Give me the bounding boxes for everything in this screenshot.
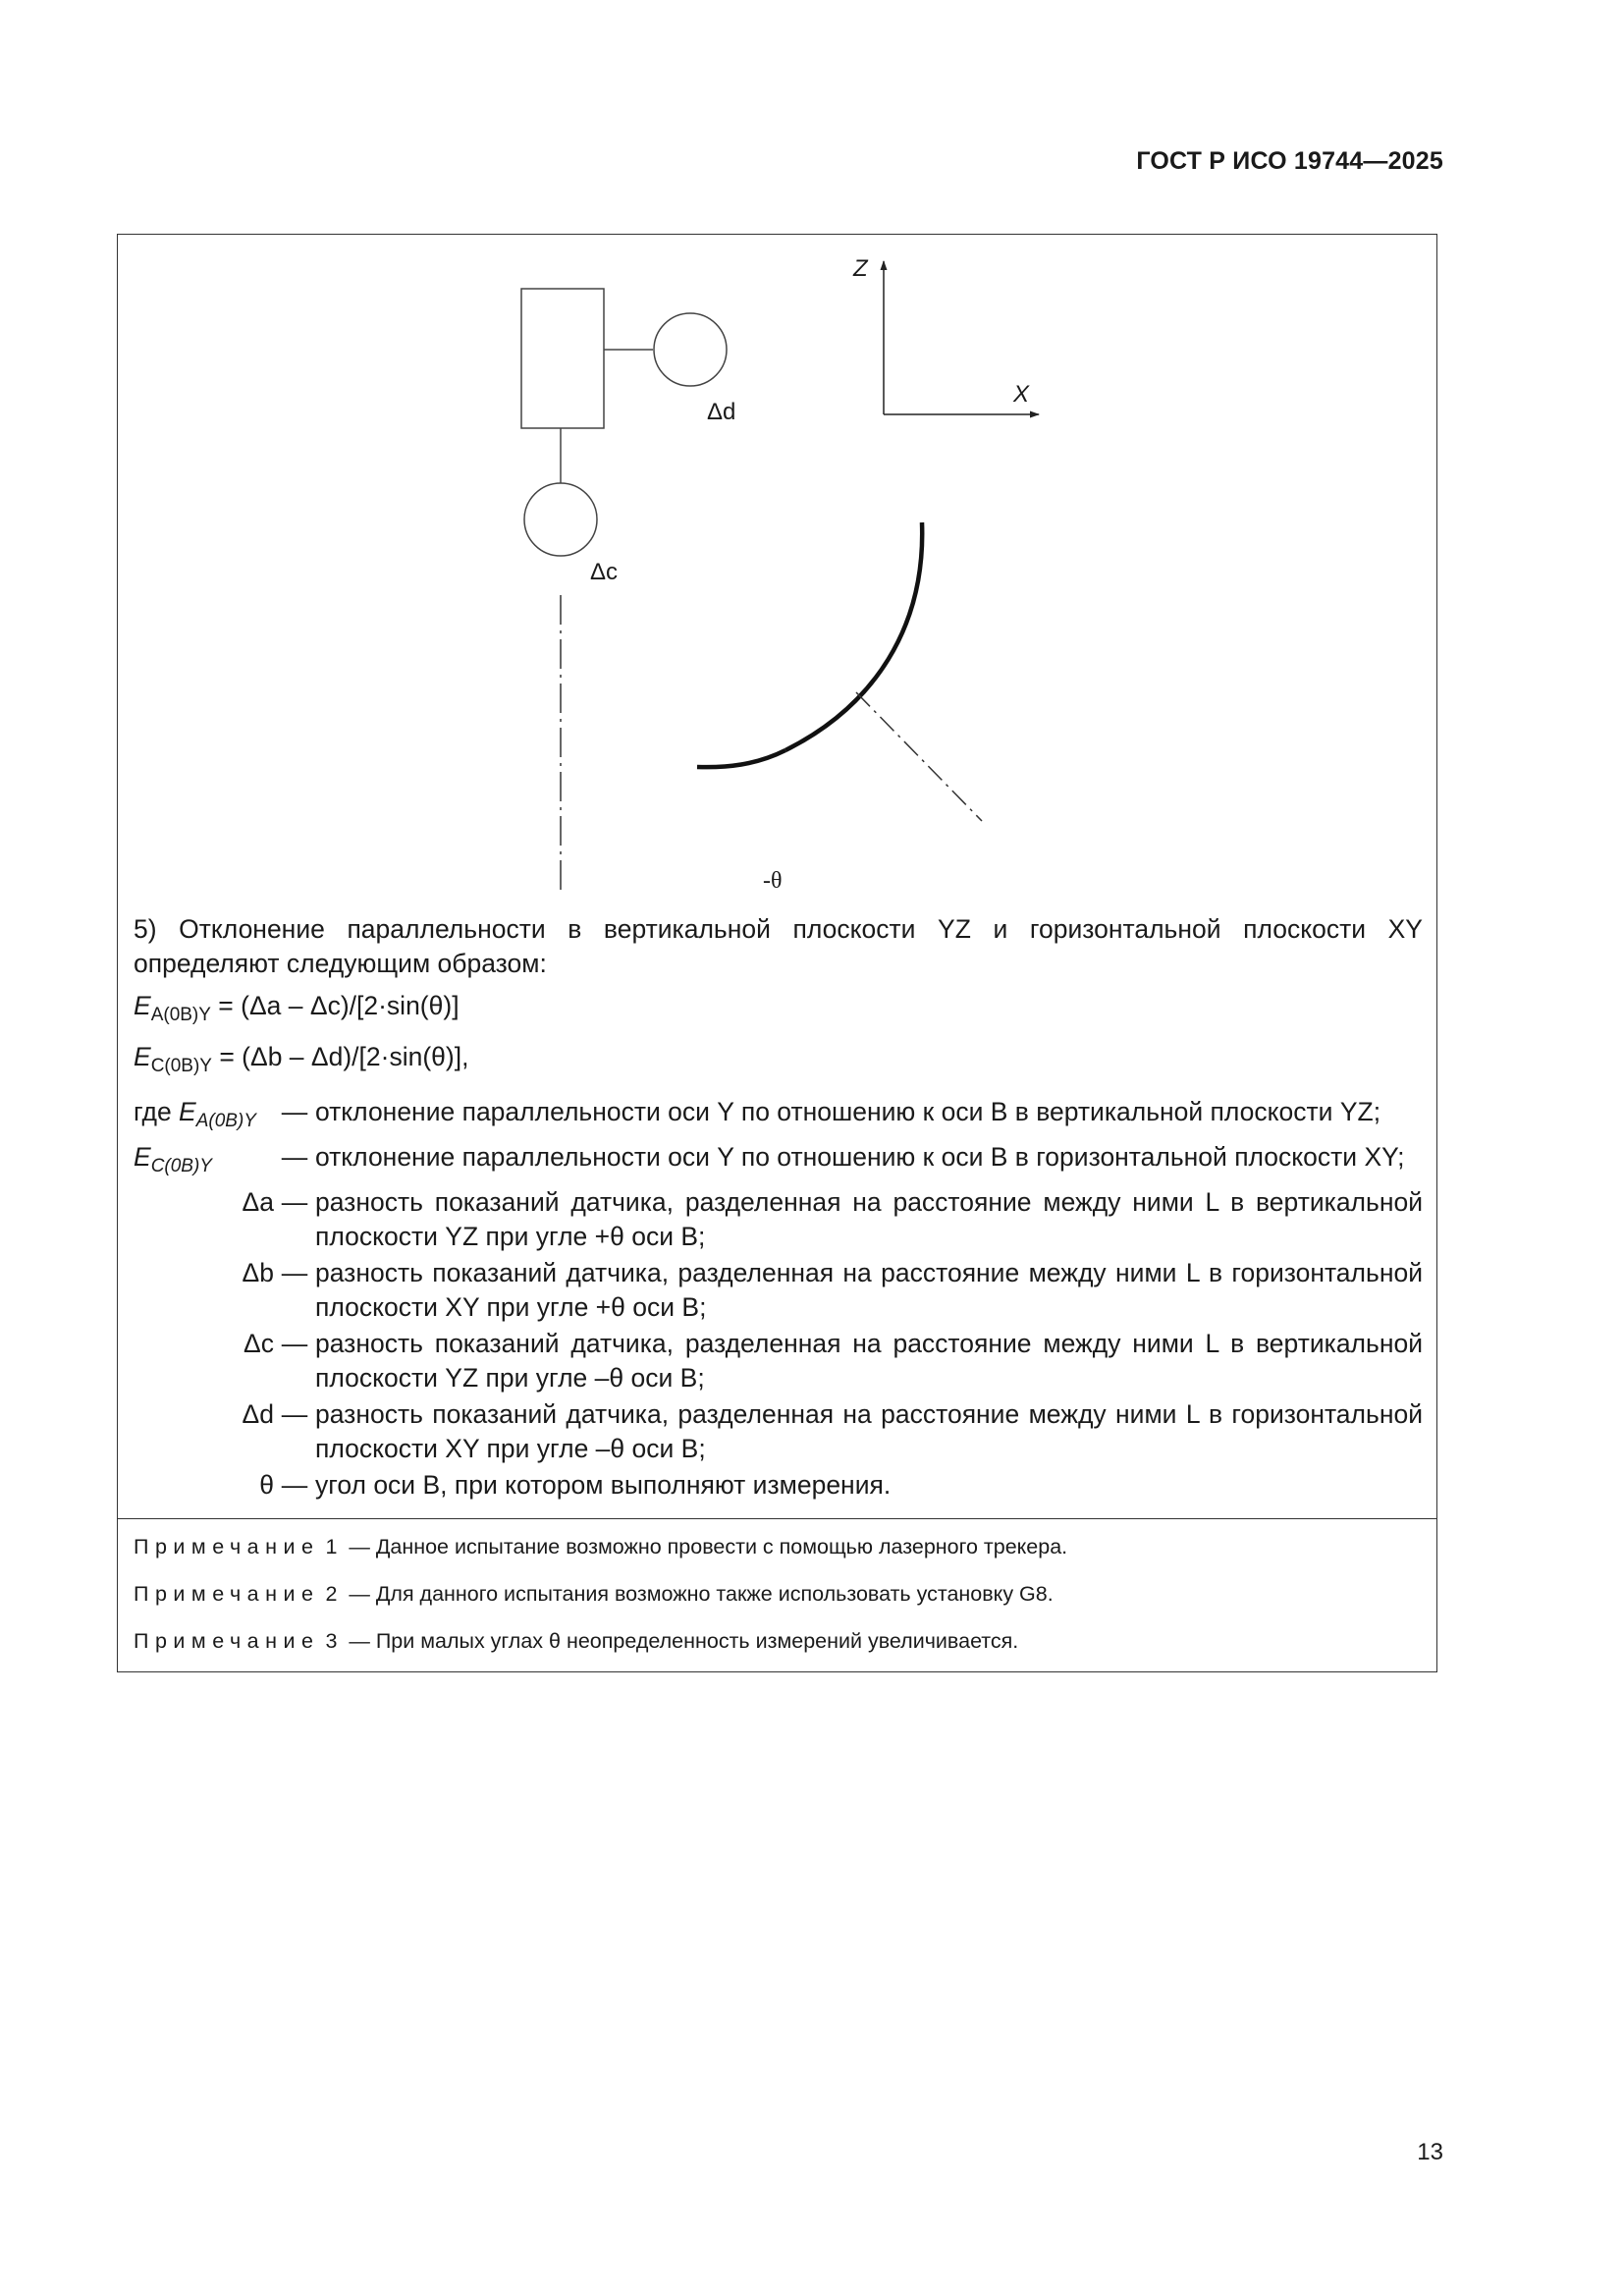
formula-2: $E_{C(0B)Y} = (\Delta b - \Delta d)/[2\cdot\sin(\theta)]$,	[134, 1042, 469, 1076]
spindle-block	[521, 289, 604, 428]
x-axis-label: X	[1013, 381, 1030, 408]
definition-item: $E_{C(0B)Y}$ — отклонение параллельности оси Y по отношению к оси B в горизонтальной плоскости XY;	[134, 1142, 1405, 1176]
rotation-arc	[785, 522, 922, 750]
definition-item: Δd — разность показаний датчика, разделенная на расстояние между ними L в горизонтальной плоскости XY при угле –θ оси B;	[242, 1399, 1423, 1463]
definition-item: где $E_{A(0B)Y}$ — отклонение параллельности оси Y по отношению к оси B в вертикальной плоскости YZ;	[134, 1097, 1381, 1131]
probe-circle-d	[654, 313, 727, 386]
measurement-diagram	[118, 235, 1438, 902]
delta-d-label: Δd	[707, 399, 736, 425]
document-header: ГОСТ Р ИСО 19744—2025	[1136, 147, 1443, 175]
note-item: Примечание 2 — Для данного испытания возможно также использовать установку G8.	[134, 1582, 1054, 1606]
delta-c-label: Δc	[590, 559, 619, 585]
note-item: Примечание 1 — Данное испытание возможно провести с помощью лазерного трекера.	[134, 1535, 1068, 1558]
angled-centerline	[856, 692, 982, 821]
z-axis-label: Z	[853, 255, 868, 282]
neg-theta-label: -θ	[763, 868, 783, 894]
definition-item: Δb — разность показаний датчика, разделенная на расстояние между ними L в горизонтальной плоскости XY при угле +θ оси B;	[242, 1258, 1423, 1322]
note-item: Примечание 3 — При малых углах θ неопределенность измерений увеличивается.	[134, 1629, 1019, 1653]
rotation-arc-lower	[697, 750, 785, 767]
paragraph-main: 5) Отклонение параллельности в вертикальной плоскости YZ и горизонтальной плоскости XY определяют следующим образом:	[134, 914, 1423, 978]
page-number: 13	[1417, 2139, 1443, 2165]
definitions-list	[134, 1095, 1423, 1503]
content-frame	[117, 234, 1437, 1672]
definition-item: θ — угол оси B, при котором выполняют измерения.	[259, 1470, 892, 1500]
body-text	[134, 912, 1423, 1504]
formula-1: $E_{A(0B)Y} = (\Delta a - \Delta c)/[2\cdot\sin(\theta)]$	[134, 991, 460, 1025]
definition-item: Δa — разность показаний датчика, разделенная на расстояние между ними L в вертикальной плоскости YZ при угле +θ оси B;	[242, 1187, 1423, 1251]
definition-item: Δc — разность показаний датчика, разделенная на расстояние между ними L в вертикальной плоскости YZ при угле –θ оси B;	[243, 1329, 1423, 1393]
probe-circle-c	[524, 483, 597, 556]
notes-divider	[118, 1518, 1436, 1519]
notes-section	[134, 1531, 1423, 1672]
